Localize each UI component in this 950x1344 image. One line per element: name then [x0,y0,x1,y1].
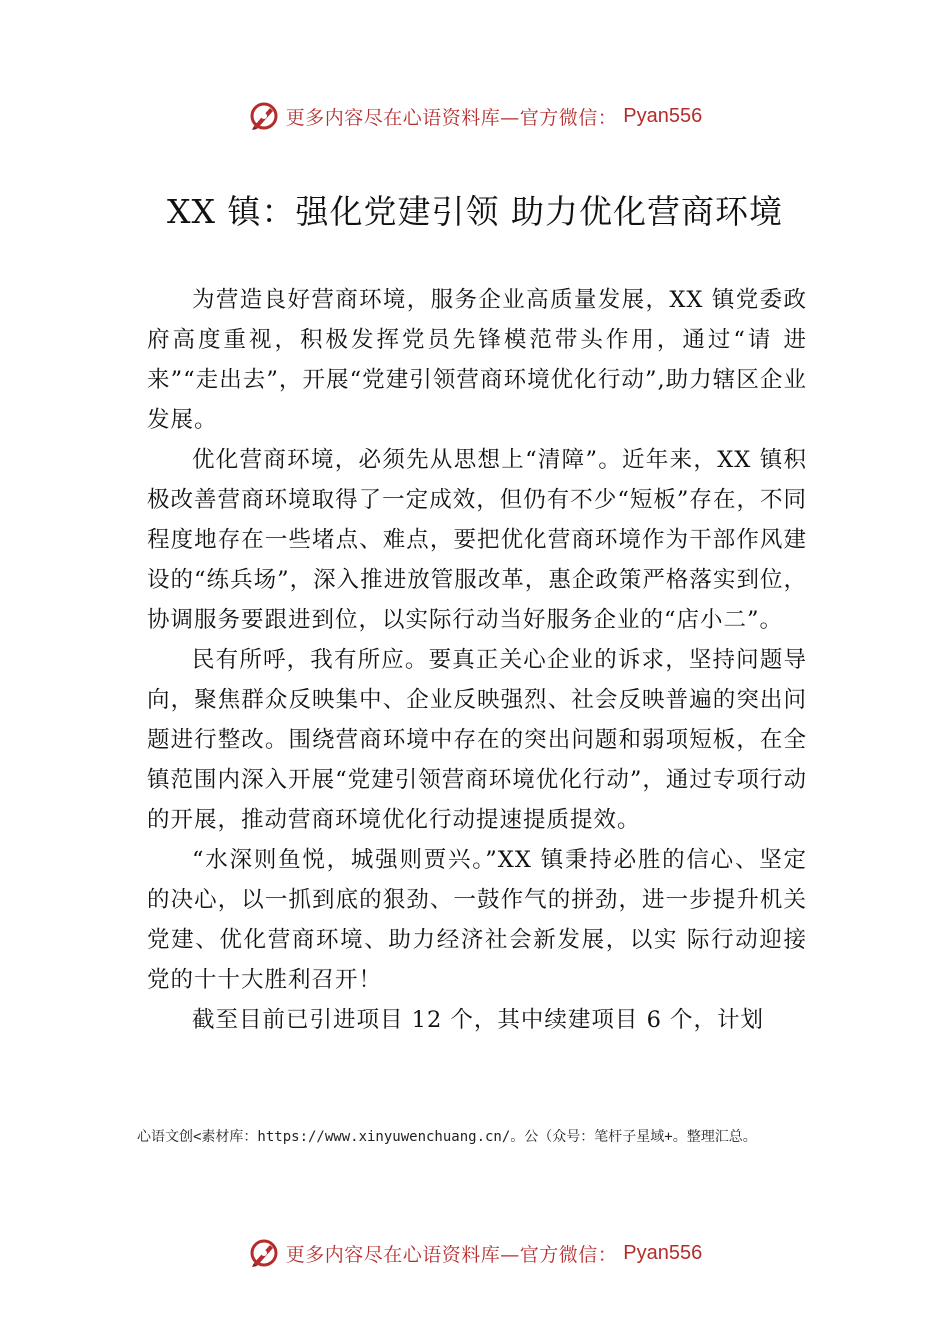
banner-text: 更多内容尽在心语资料库—官方微信： [285,106,618,129]
wechat-id: Pyan556 [623,1241,703,1264]
paragraph: 截至目前已引进项目 12 个，其中续建项目 6 个，计划 [192,1007,765,1033]
pen-circle-icon [248,1237,280,1269]
paragraph: 为营造良好营商环境，服务企业高质量发展，XX 镇党委政府高度重视，积极发挥党员先锋模范带头作用，通过“请 进来”“走出去”，开展“党建引领营商环境优化行动”,助力辖区企业发展。 [147,287,807,433]
footer-banner [0,1233,950,1273]
banner-text: 更多内容尽在心语资料库—官方微信： [285,1243,618,1266]
article-body [147,280,807,1040]
pen-circle-icon [248,100,280,132]
header-banner [0,96,950,136]
paragraph: 优化营商环境，必须先从思想上“清障”。近年来，XX 镇积极改善营商环境取得了一定成效，但仍有不少“短板”存在，不同程度地存在一些堵点、难点，要把优化营商环境作为干部作风建设的“练兵场”，深入推进放管服改革，惠企政策严格落实到位，协调服务要跟进到位，以实际行动当好服务企业的“店小二”。 [147,447,807,633]
page-title: XX 镇：强化党建引领 助力优化营商环境 [167,192,783,231]
paragraph: “水深则鱼悦，城强则贾兴。”XX 镇秉持必胜的信心、坚定的决心，以一抓到底的狠劲、一鼓作气的拼劲，进一步提升机关党建、优化营商环境、助力经济社会新发展，以实 际行动迎接党的十十大胜利召开！ [147,847,807,993]
paragraph: 民有所呼，我有所应。要真正关心企业的诉求，坚持问题导向，聚焦群众反映集中、企业反映强烈、社会反映普遍的突出问题进行整改。围绕营商环境中存在的突出问题和弱项短板，在全镇范围内深入开展“党建引领营商环境优化行动”，通过专项行动的开展，推动营商环境优化行动提速提质提效。 [147,647,807,833]
wechat-id: Pyan556 [623,104,703,127]
source-note: 心语文创<素材库：https://www.xinyuwenchuang.cn/。公（众号：笔杆子星域+。整理汇总。 [137,1129,757,1145]
